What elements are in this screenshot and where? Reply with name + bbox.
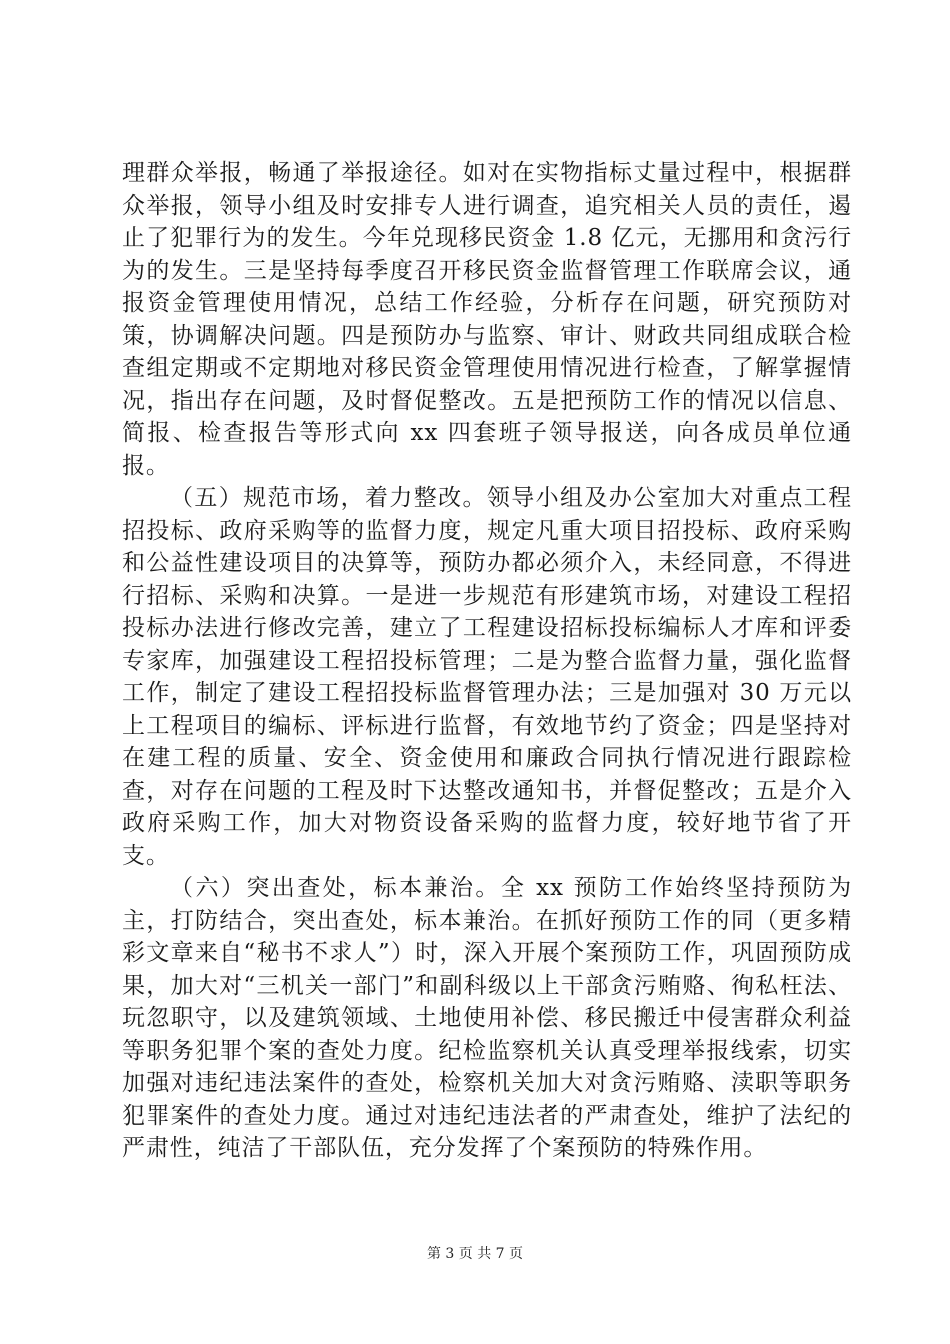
- page-number-footer: 第 3 页 共 7 页: [426, 1246, 524, 1262]
- paragraph-continuation: 理群众举报，畅通了举报途径。如对在实物指标丈量过程中，根据群众举报，领导小组及时安排专人进行调查，追究相关人员的责任，遏止了犯罪行为的发生。今年兑现移民资金 1.8 亿元，无挪用和贪污行为的发生。三是坚持每季度召开移民资金监督管理工作联席会议，通报资金管理使用情况，总结工作经验，分析存在问题，研究预防对策，协调解决问题。四是预防办与监察、审计、财政共同组成联合检查组定期或不定期地对移民资金管理使用情况进行检查，了解掌握情况，指出存在问题，及时督促整改。五是把预防工作的情况以信息、简报、检查报告等形式向 xx 四套班子领导报送，向各成员单位通报。: [122, 160, 852, 479]
- paragraph-section-5: （五）规范市场，着力整改。领导小组及办公室加大对重点工程招投标、政府采购等的监督力度，规定凡重大项目招投标、政府采购和公益性建设项目的决算等，预防办都必须介入，未经同意，不得进行招标、采购和决算。一是进一步规范有形建筑市场，对建设工程招投标办法进行修改完善，建立了工程建设招标投标编标人才库和评委专家库，加强建设工程招投标管理；二是为整合监督力量，强化监督工作，制定了建设工程招投标监督管理办法；三是加强对 30 万元以上工程项目的编标、评标进行监督，有效地节约了资金；四是坚持对在建工程的质量、安全、资金使用和廉政合同执行情况进行跟踪检查，对存在问题的工程及时下达整改通知书，并督促整改；五是介入政府采购工作，加大对物资设备采购的监督力度，较好地节省了开支。: [122, 485, 852, 869]
- document-body: [122, 157, 852, 1165]
- paragraph-section-6: （六）突出查处，标本兼治。全 xx 预防工作始终坚持预防为主，打防结合，突出查处，标本兼治。在抓好预防工作的同（更多精彩文章来自“秘书不求人”）时，深入开展个案预防工作，巩固预防成果，加大对“三机关一部门”和副科级以上干部贪污贿赂、徇私枉法、玩忽职守，以及建筑领域、土地使用补偿、移民搬迁中侵害群众利益等职务犯罪个案的查处力度。纪检监察机关认真受理举报线索，切实加强对违纪违法案件的查处，检察机关加大对贪污贿赂、渎职等职务犯罪案件的查处力度。通过对违纪违法者的严肃查处，维护了法纪的严肃性，纯洁了干部队伍，充分发挥了个案预防的特殊作用。: [122, 875, 852, 1161]
